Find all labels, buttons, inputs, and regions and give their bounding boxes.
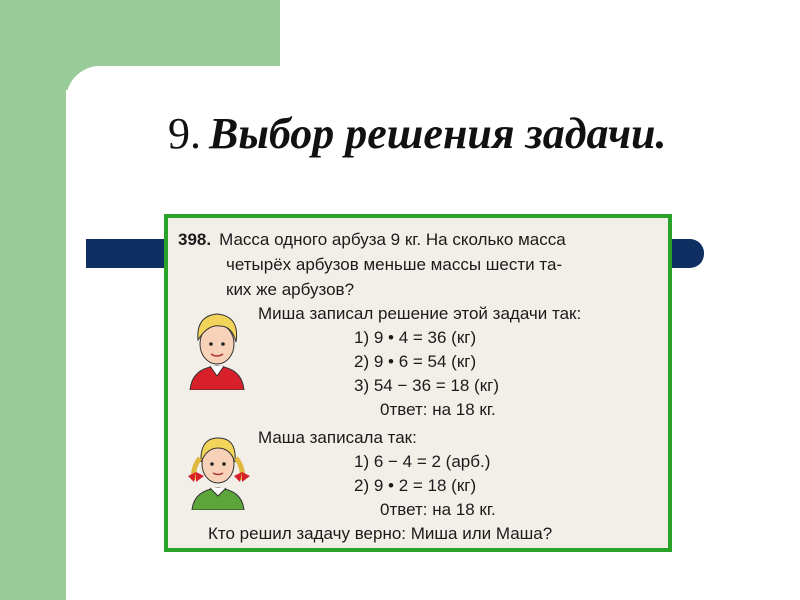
misha-boy-illustration (182, 304, 252, 390)
left-green-band (0, 0, 66, 600)
final-question: Кто решил задачу верно: Миша или Маша? (208, 524, 553, 543)
slide-number: 9. (168, 109, 201, 158)
slide-title (168, 108, 667, 159)
problem-number: 398. (178, 230, 212, 249)
problem-line-1 (178, 230, 566, 250)
masha-intro: Маша записала так: (258, 428, 417, 447)
textbook-page (168, 218, 668, 548)
problem-line-2: четырёх арбузов меньше массы шести та- (226, 255, 563, 274)
masha-girl-illustration (180, 426, 256, 510)
masha-step-1: 1) 6 − 4 = 2 (арб.) (354, 452, 491, 471)
problem-line-3: ких же арбузов? (226, 280, 355, 299)
problem-text-1: Масса одного арбуза 9 кг. На сколько масса (219, 230, 566, 249)
misha-answer: 0твет: на 18 кг. (380, 400, 496, 419)
misha-intro: Миша записал решение этой задачи так: (258, 304, 582, 323)
misha-step-1: 1) 9 • 4 = 36 (кг) (354, 328, 477, 347)
masha-answer: 0твет: на 18 кг. (380, 500, 496, 519)
masha-step-2: 2) 9 • 2 = 18 (кг) (354, 476, 477, 495)
misha-step-3: 3) 54 − 36 = 18 (кг) (354, 376, 499, 395)
slide-title-text: Выбор решения задачи. (209, 109, 667, 158)
misha-step-2: 2) 9 • 6 = 54 (кг) (354, 352, 477, 371)
